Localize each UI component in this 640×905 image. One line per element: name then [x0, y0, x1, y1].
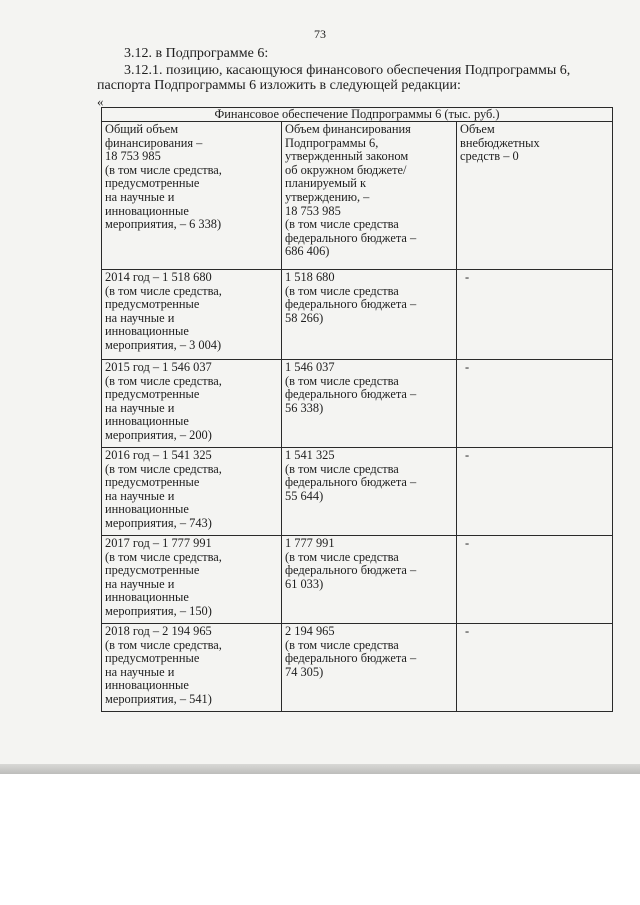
cell-line: внебюджетных — [460, 135, 540, 150]
cell-line: - — [465, 360, 470, 374]
row-extra-cell — [457, 448, 613, 536]
cell-line: на научные и — [105, 189, 175, 204]
cell-line: 2 194 965 — [285, 624, 335, 638]
table-row — [102, 360, 613, 448]
cell-line: планируемый к — [285, 176, 367, 191]
cell-line: (в том числе средства, — [105, 637, 222, 652]
cell-line: предусмотренные — [105, 387, 200, 402]
cell-line: инновационные — [105, 414, 189, 429]
cell-line: (в том числе средства, — [105, 549, 222, 564]
cell-line: федерального бюджета – — [285, 230, 417, 245]
table-row — [102, 270, 613, 360]
cell-line: (в том числе средства — [285, 217, 399, 232]
header-extra-cell — [457, 122, 613, 270]
cell-line: федерального бюджета – — [285, 387, 417, 402]
cell-line: инновационные — [105, 203, 189, 218]
cell-line: 2015 год – 1 546 037 — [105, 360, 212, 374]
cell-line: 55 644) — [285, 488, 324, 503]
table-row — [102, 536, 613, 624]
row-extra-cell — [457, 360, 613, 448]
row-extra-cell — [457, 624, 613, 712]
cell-line: на научные и — [105, 310, 175, 325]
cell-line: 1 777 991 — [285, 536, 335, 550]
header-budget-cell — [282, 122, 457, 270]
row-budget-cell — [282, 448, 457, 536]
page-number: 73 — [314, 27, 326, 41]
cell-line: средств – 0 — [460, 149, 519, 164]
row-budget-cell — [282, 536, 457, 624]
cell-line: инновационные — [105, 324, 189, 339]
cell-line: на научные и — [105, 576, 175, 591]
cell-line: 1 518 680 — [285, 270, 335, 284]
row-total-cell — [102, 536, 282, 624]
cell-line: Общий объем — [105, 122, 179, 136]
header-total-cell — [102, 122, 282, 270]
row-budget-cell — [282, 624, 457, 712]
cell-line: (в том числе средства — [285, 373, 399, 388]
cell-line: предусмотренные — [105, 475, 200, 490]
cell-line: (в том числе средства — [285, 549, 399, 564]
cell-line: 18 753 985 — [105, 149, 161, 164]
cell-line: мероприятия, – 743) — [105, 515, 212, 530]
cell-line: (в том числе средства, — [105, 162, 222, 177]
cell-line: 74 305) — [285, 664, 324, 679]
cell-line: 2017 год – 1 777 991 — [105, 536, 212, 550]
financing-table — [101, 107, 613, 712]
opening-quote: « — [97, 94, 104, 109]
cell-line: - — [465, 536, 470, 550]
cell-line: предусмотренные — [105, 176, 200, 191]
cell-line: 58 266) — [285, 310, 324, 325]
table-row — [102, 624, 613, 712]
cell-line: на научные и — [105, 664, 175, 679]
cell-line: предусмотренные — [105, 651, 200, 666]
cell-line: 56 338) — [285, 400, 324, 415]
cell-line: мероприятия, – 150) — [105, 603, 212, 618]
cell-line: предусмотренные — [105, 563, 200, 578]
cell-line: федерального бюджета – — [285, 297, 417, 312]
cell-line: Подпрограммы 6, — [285, 135, 379, 150]
cell-line: мероприятия, – 3 004) — [105, 337, 222, 352]
cell-line: финансирования – — [105, 135, 203, 150]
instruction-line-1: 3.12.1. позицию, касающуюся финансового обеспечения Подпрограммы 6, — [124, 63, 571, 78]
cell-line: утвержденный законом — [285, 149, 409, 164]
cell-line: 18 753 985 — [285, 203, 341, 218]
cell-line: 2016 год – 1 541 325 — [105, 448, 212, 462]
cell-line: инновационные — [105, 590, 189, 605]
table-caption-row — [102, 108, 613, 122]
row-extra-cell — [457, 270, 613, 360]
table-header-row — [102, 122, 613, 270]
cell-line: предусмотренные — [105, 297, 200, 312]
cell-line: на научные и — [105, 400, 175, 415]
cell-line: - — [465, 624, 470, 638]
cell-line: федерального бюджета – — [285, 475, 417, 490]
row-total-cell — [102, 360, 282, 448]
cell-line: 2018 год – 2 194 965 — [105, 624, 212, 638]
cell-line: - — [465, 448, 470, 462]
cell-line: (в том числе средства — [285, 283, 399, 298]
cell-line: мероприятия, – 200) — [105, 427, 212, 442]
cell-line: (в том числе средства — [285, 461, 399, 476]
cell-line: Объем финансирования — [285, 122, 411, 136]
cell-line: об окружном бюджете/ — [285, 162, 407, 177]
cell-line: мероприятия, – 6 338) — [105, 217, 222, 232]
instruction-line-2: паспорта Подпрограммы 6 изложить в следующей редакции: — [97, 78, 461, 93]
cell-line: Объем — [460, 122, 495, 136]
row-total-cell — [102, 448, 282, 536]
cell-line: мероприятия, – 541) — [105, 691, 212, 706]
cell-line: 686 406) — [285, 244, 330, 259]
cell-line: утверждению, – — [285, 189, 370, 204]
row-total-cell — [102, 624, 282, 712]
cell-line: (в том числе средства, — [105, 373, 222, 388]
row-total-cell — [102, 270, 282, 360]
scan-edge — [0, 764, 640, 774]
table-caption: Финансовое обеспечение Подпрограммы 6 (тыс. руб.) — [102, 108, 613, 122]
cell-line: инновационные — [105, 502, 189, 517]
cell-line: 2014 год – 1 518 680 — [105, 270, 212, 284]
row-budget-cell — [282, 270, 457, 360]
cell-line: инновационные — [105, 678, 189, 693]
cell-line: федерального бюджета – — [285, 563, 417, 578]
cell-line: федерального бюджета – — [285, 651, 417, 666]
cell-line: 1 541 325 — [285, 448, 335, 462]
row-extra-cell — [457, 536, 613, 624]
cell-line: (в том числе средства — [285, 637, 399, 652]
row-budget-cell — [282, 360, 457, 448]
cell-line: - — [465, 270, 470, 284]
cell-line: на научные и — [105, 488, 175, 503]
cell-line: 61 033) — [285, 576, 324, 591]
cell-line: 1 546 037 — [285, 360, 335, 374]
section-heading: 3.12. в Подпрограмме 6: — [124, 46, 269, 61]
cell-line: (в том числе средства, — [105, 283, 222, 298]
cell-line: (в том числе средства, — [105, 461, 222, 476]
table-row — [102, 448, 613, 536]
